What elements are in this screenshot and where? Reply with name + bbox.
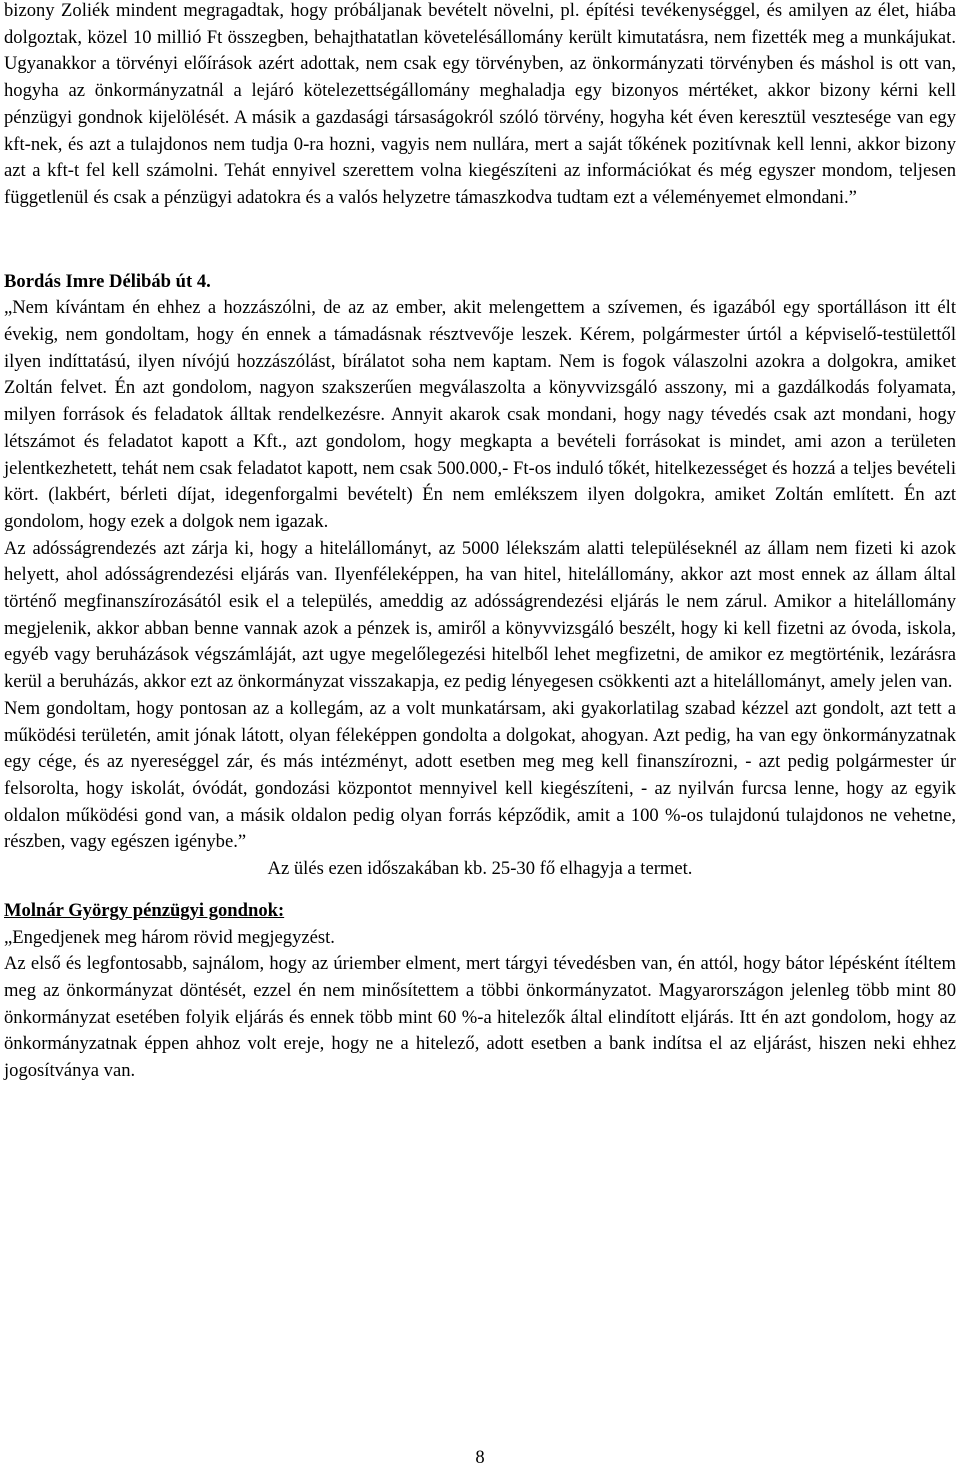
speaker1-paragraph-2: Az adósságrendezés azt zárja ki, hogy a hitelállományt, az 5000 lélekszám alatti településeknél az állam nem fizeti ki azok helyett, ahol adósságrendezési eljárás van. Ilyenféleképpen, ha van hitel, hitelállomány, akkor azt most ennek az állam által történő megfinanszírozásától esik el a település, ameddig az adósságrendezési eljárás le nem zárul. Amikor a hitelállomány megjelenik, akkor abban benne vannak azok a pénzek is, amiről a könyvvizsgáló beszélt, hogy ki kell fizetni az óvoda, iskola, egyéb vagy beruházások végszámláját, azt ugye megelőlegezési hitelből lehet megfizetni, de amikor ez megtörténik, lezárásra kerül a beruházás, akkor ezt az önkormányzat visszakapja, ez pedig lényegesen csökkenti azt a hitelállományt, amely jelen van.	[4, 537, 956, 693]
speaker-heading-molnar: Molnár György pénzügyi gondnok:	[4, 899, 285, 921]
page-number: 8	[475, 1447, 485, 1468]
speaker2-paragraph-2: Az első és legfontosabb, sajnálom, hogy az úriember elment, mert tárgyi tévedésben van, én attól, hogy bátor lépésként ítéltem meg az önkormányzat döntését, ezzel én nem minősítettem a többi önkormányzatot. Magyarországon jelenleg több mint 80 önkormányzat esetében folyik eljárás és ennek több mint 60 %-a hitelezők által elindított eljárás. Itt én azt gondolom, hogy az önkormányzatnak éppen ahhoz volt ereje, hogy ne a hitelező, adott esetben a bank indítsa el az eljárást, hiszen neki ehhez jogosítványa van.	[4, 953, 956, 1082]
session-note: Az ülés ezen időszakában kb. 25-30 fő elhagyja a termet.	[267, 858, 693, 880]
speaker1-paragraph-3: Nem gondoltam, hogy pontosan az a kollegám, az a volt munkatársam, aki gyakorlatilag szabad kézzel azt gondolt, azt tett a működési területén, amit jónak látott, olyan féleképpen gondolta a dolgokat, ahogyan. Azt pedig, ha van egy önkormányzatnak egy cége, és az nyereséggel zár, és más intézményt, adott esetben meg meg kell finanszírozni, - azt pedig polgármester úr felsorolta, hogy iskolát, óvódát, gondozási központot mennyivel kell kiegészíteni, - az nyilván furcsa lenne, hogy az egyik oldalon működési gond van, a másik oldalon pedig olyan forrás képződik, amit a 100 %-os tulajdonú tulajdonos ne vehetne, részben, vagy egészen igénybe.”	[4, 697, 956, 853]
speaker1-paragraph-1: „Nem kívántam én ehhez a hozzászólni, de az az ember, akit melengettem a szívemen, és igazából egy sportálláson itt élt évekig, nem gondoltam, hogy én ennek a támadásnak résztvevője leszek. Kérem, polgármester úrtól a képviselő-testülettől ilyen indíttatású, ilyen nívójú hozzászólást, bírálatot soha nem kaptam. Nem is fogok válaszolni azokra a dolgokra, amiket Zoltán felvet. Én azt gondolom, nagyon szakszerűen megválaszolta a könyvvizsgáló asszony, mi a gazdálkodás folyamata, milyen források és feladatok álltak rendelkezésre. Annyit akarok csak mondani, hogy nagy tévedés csak azt mondani, hogy létszámot és feladatot kapott a Kft., azt gondolom, hogy megkapta a bevételi forrásokat is mindet, ami azon a területen jelentkezhetett, tehát nem csak feladatot kapott, nem csak 500.000,- Ft-os induló tőkét, hitelkezességet és hozzá a teljes bevételi kört. (lakbért, bérleti díjat, idegenforgalmi bevételt) Én nem emlékszem ilyen dolgokra, amiket Zoltán említett. Én azt gondolom, hogy ezek a dolgok nem igazak.	[4, 297, 956, 532]
document-page	[4, 0, 956, 1085]
speaker-heading-bordas: Bordás Imre Délibáb út 4.	[4, 270, 211, 292]
speaker2-paragraph-1: „Engedjenek meg három rövid megjegyzést.	[4, 926, 335, 948]
intro-paragraph: bizony Zoliék mindent megragadtak, hogy próbáljanak bevételt növelni, pl. építési tevékenységgel, és amilyen az élet, hiába dolgoztak, közel 10 millió Ft összegben, behajthatatlan követelésállomány került kimutatásra, nem fizették meg a munkájukat. Ugyanakkor a törvényi előírások azért adottak, nem csak egy törvényben, az önkormányzati törvényben és máshol is ott van, hogyha az önkormányzatnál a lejáró kötelezettségállomány meghaladja egy bizonyos mértéket, akkor bizony kérni kell pénzügyi gondnok kijelölését. A másik a gazdasági társaságokról szóló törvény, hogyha két éven keresztül vesztesége van egy kft-nek, és azt a tulajdonos nem tudja 0-ra hozni, vagyis nem nullára, mert a saját tőkének pozitívnak kell lenni, akkor bizony azt a kft-t fel kell számolni. Tehát ennyivel szerettem volna kiegészíteni az információkat és még egyszer mondom, teljesen függetlenül és csak a pénzügyi adatokra és a valós helyzetre támaszkodva tudtam ezt a véleményemet elmondani.”	[4, 0, 956, 208]
